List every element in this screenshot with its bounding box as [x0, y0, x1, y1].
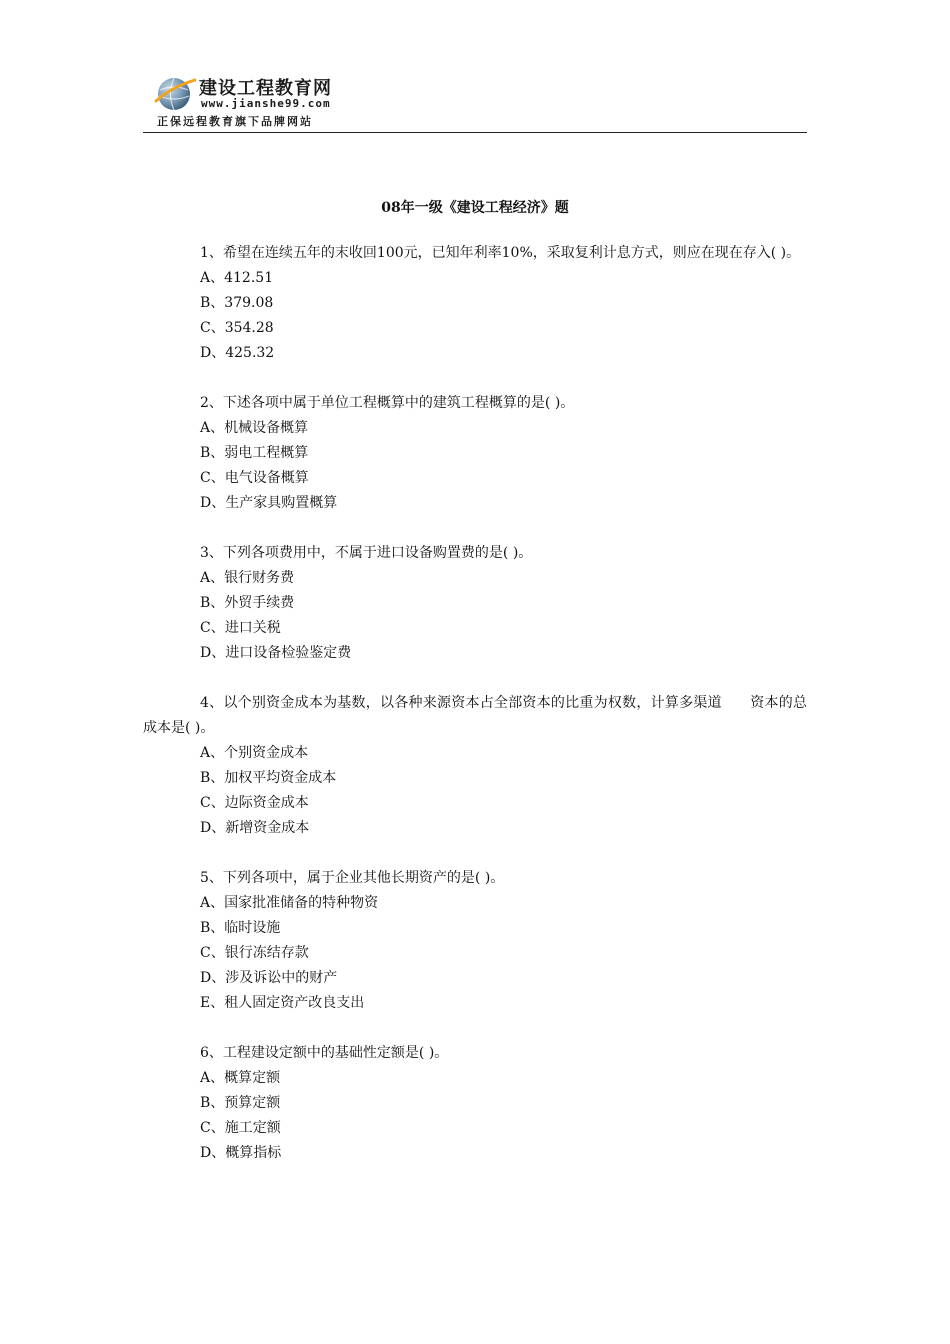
option-c: C、354.28 — [200, 320, 274, 336]
option-d: D、概算指标 — [200, 1145, 282, 1161]
option-b: B、379.08 — [200, 295, 274, 311]
site-name: 建设工程教育网 — [199, 78, 332, 99]
site-slogan: 正保远程教育旗下品牌网站 — [157, 115, 313, 128]
question-stem: 3、下列各项费用中，不属于进口设备购置费的是( )。 — [200, 545, 533, 561]
header-divider — [143, 132, 807, 133]
option-b: B、外贸手续费 — [200, 595, 295, 611]
option-a: A、概算定额 — [200, 1070, 281, 1086]
option-d: D、涉及诉讼中的财产 — [200, 970, 338, 986]
question-stem: 1、希望在连续五年的末收回100元，已知年利率10%，采取复利计息方式，则应在现在存入( )。 — [200, 245, 801, 261]
option-d: D、生产家具购置概算 — [200, 495, 338, 511]
option-d: D、新增资金成本 — [200, 820, 310, 836]
option-e: E、租人固定资产改良支出 — [200, 995, 365, 1011]
globe-icon — [154, 74, 196, 112]
option-d: D、进口设备检验鉴定费 — [200, 645, 352, 661]
question-stem: 4、以个别资金成本为基数，以各种来源资本占全部资本的比重为权数，计算多渠道 资本的总成本是( )。 — [143, 695, 807, 736]
question-6 — [143, 1041, 807, 1166]
option-c: C、施工定额 — [200, 1120, 281, 1136]
option-b: B、弱电工程概算 — [200, 445, 309, 461]
question-2 — [143, 391, 807, 516]
question-1 — [143, 241, 807, 366]
question-3 — [143, 541, 807, 666]
site-url[interactable]: www.jianshe99.com — [201, 97, 331, 110]
option-c: C、进口关税 — [200, 620, 281, 636]
question-stem: 5、下列各项中，属于企业其他长期资产的是( )。 — [200, 870, 505, 886]
option-a: A、412.51 — [200, 270, 274, 286]
option-b: B、临时设施 — [200, 920, 281, 936]
question-stem: 2、下述各项中属于单位工程概算中的建筑工程概算的是( )。 — [200, 395, 575, 411]
option-b: B、加权平均资金成本 — [200, 770, 337, 786]
option-a: A、银行财务费 — [200, 570, 295, 586]
document-title: 08年一级《建设工程经济》题 — [381, 200, 569, 216]
question-4 — [143, 691, 807, 841]
question-stem: 6、工程建设定额中的基础性定额是( )。 — [200, 1045, 449, 1061]
option-c: C、电气设备概算 — [200, 470, 309, 486]
option-d: D、425.32 — [200, 345, 275, 361]
question-5 — [143, 866, 807, 1016]
option-a: A、机械设备概算 — [200, 420, 309, 436]
option-c: C、银行冻结存款 — [200, 945, 309, 961]
question-list — [143, 241, 807, 1191]
option-c: C、边际资金成本 — [200, 795, 309, 811]
site-header — [143, 70, 807, 134]
option-a: A、个别资金成本 — [200, 745, 309, 761]
option-b: B、预算定额 — [200, 1095, 281, 1111]
option-a: A、国家批准储备的特种物资 — [200, 895, 379, 911]
